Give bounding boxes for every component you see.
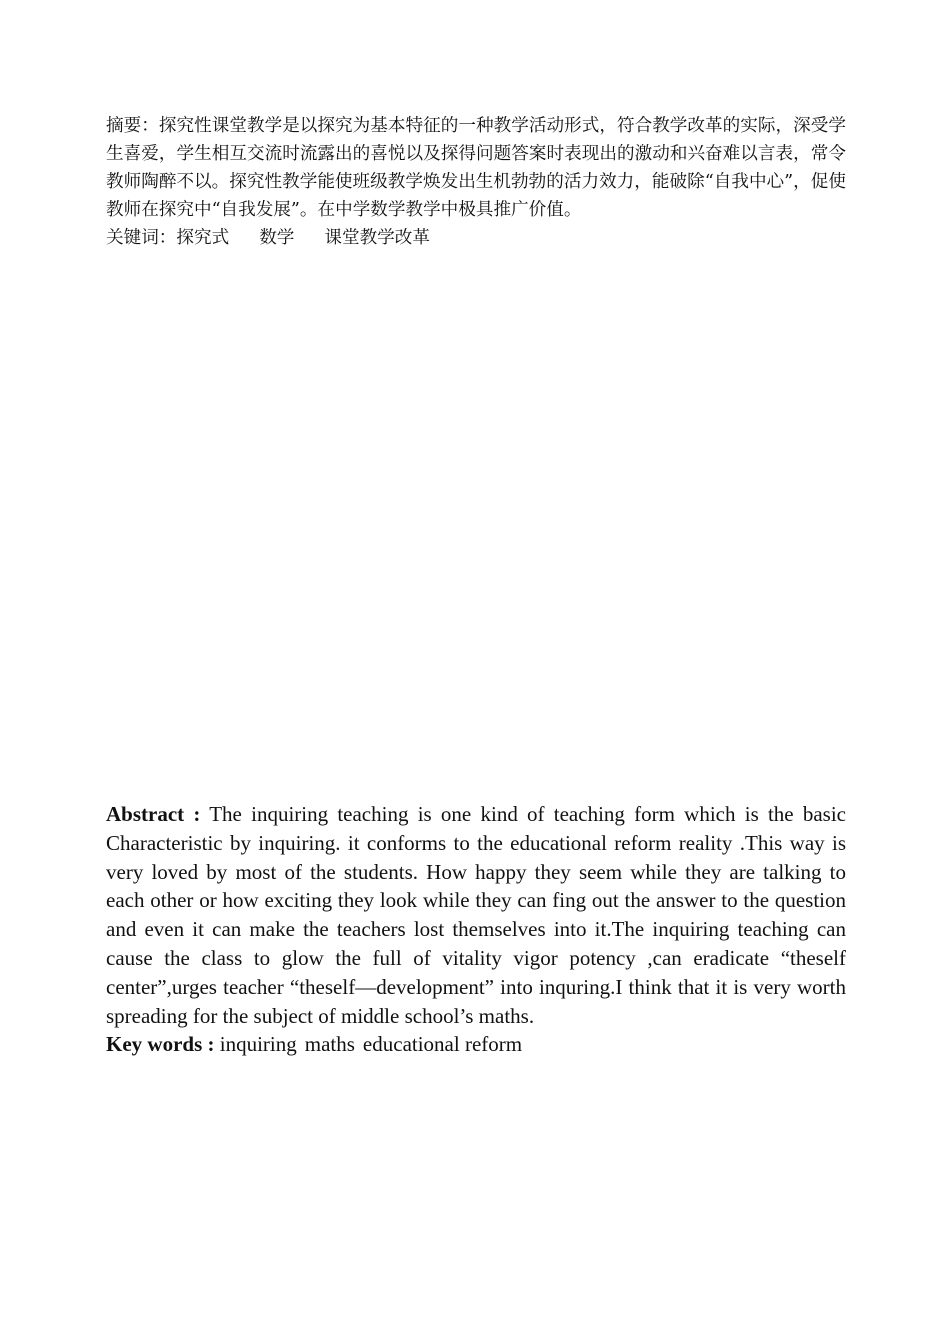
chinese-abstract-section: [106, 112, 846, 252]
english-abstract-label: Abstract :: [106, 802, 201, 826]
chinese-abstract-text: 探究性课堂教学是以探究为基本特征的一种教学活动形式，符合教学改革的实际，深受学生喜爱，学生相互交流时流露出的喜悦以及探得问题答案时表现出的激动和兴奋难以言表，常令教师陶醉不以。探究性教学能使班级教学焕发出生机勃勃的活力效力，能破除“自我中心”，促使教师在探究中“自我发展”。在中学数学教学中极具推广价值。: [106, 116, 846, 220]
chinese-abstract-paragraph: [106, 112, 846, 224]
english-keywords-line: [106, 1030, 846, 1059]
english-abstract-paragraph: [106, 800, 846, 1030]
chinese-abstract-label: 摘要：: [106, 116, 159, 136]
english-keyword: inquiring: [219, 1032, 297, 1057]
chinese-keywords-line: [106, 224, 846, 252]
english-abstract-section: [106, 800, 846, 1059]
english-abstract-text: The inquiring teaching is one kind of teaching form which is the basic Characteristic by inquiring. it conforms to the educational reform reality .This way is very loved by most of the students. How happy they seem while they are talking to each other or how exciting they look while they can fing out the answer to the question and even it can make the teachers lost themselves into it.The inquiring teaching can cause the class to glow the full of vitality vigor potency ,can eradicate “theself center”,urges teacher “theself—development” into inquring.I think that it is very worth spreading for the subject of middle school’s maths.: [106, 802, 846, 1028]
chinese-keyword: 探究式: [176, 228, 230, 248]
english-keywords-label: Key words :: [106, 1032, 215, 1057]
chinese-keyword: 数学: [259, 228, 295, 248]
english-keyword: maths: [304, 1032, 355, 1057]
chinese-keyword: 课堂教学改革: [324, 228, 430, 248]
english-keyword: educational reform: [362, 1032, 523, 1057]
chinese-keywords-label: 关键词：: [106, 228, 177, 248]
